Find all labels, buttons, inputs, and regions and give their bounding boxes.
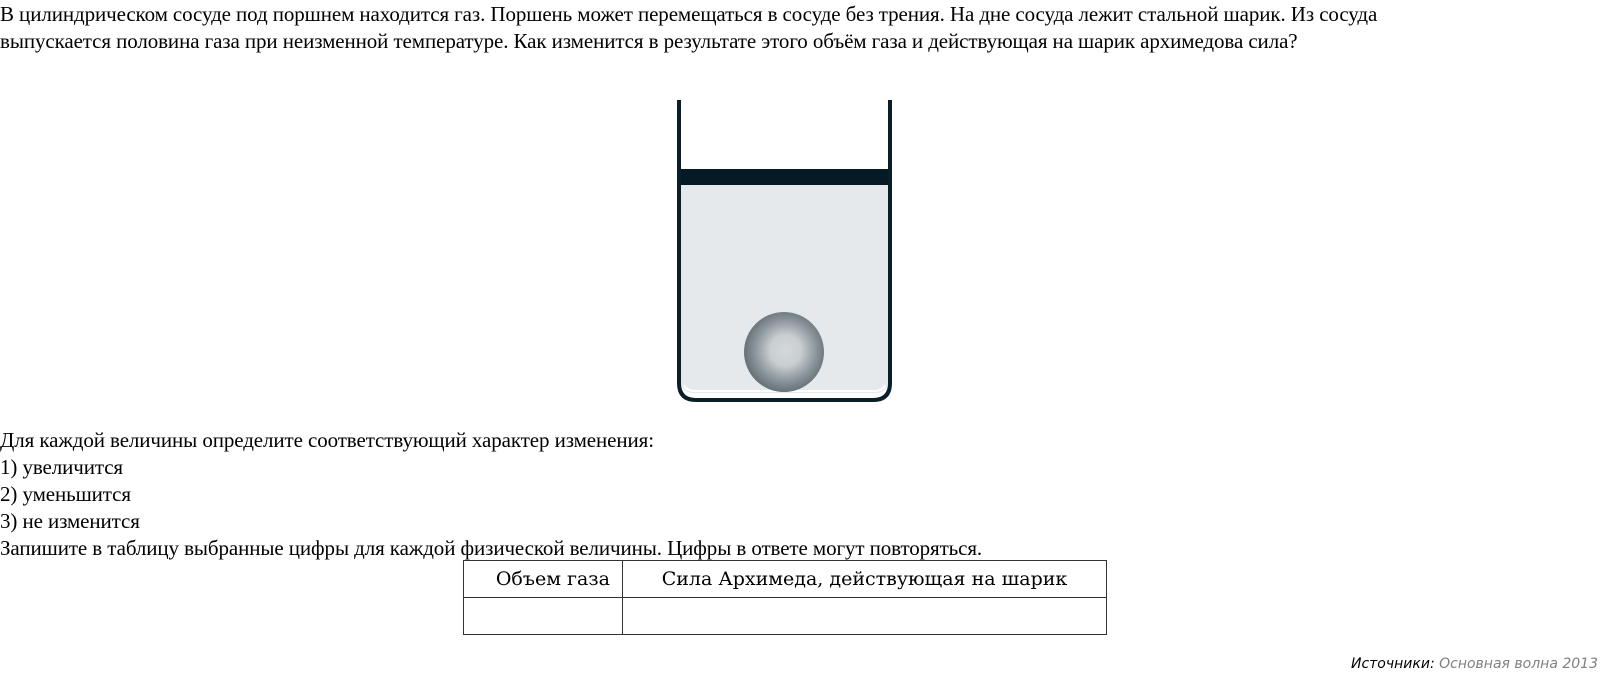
vessel-figure xyxy=(660,95,910,410)
header-gas-volume: Объем газа xyxy=(464,561,623,598)
question-text-line-1: В цилиндрическом сосуде под поршнем находится газ. Поршень может перемещаться в сосуде без трения. На дне сосуда лежит стальной шарик. Из сосуда xyxy=(0,2,1378,26)
answer-table-row xyxy=(464,598,1107,635)
answer-cell-gas-volume[interactable] xyxy=(464,598,623,635)
option-increase: 1) увеличится xyxy=(0,455,123,479)
steel-ball xyxy=(744,312,824,392)
answer-table-header-row xyxy=(464,561,1107,598)
question-text-line-2: выпускается половина газа при неизменной температуре. Как изменится в результате этого объём газа и действующая на шарик архимедова сила? xyxy=(0,29,1298,53)
source-label: Источники: xyxy=(1350,656,1435,672)
source-value[interactable]: Основная волна 2013 xyxy=(1439,656,1598,672)
option-no-change: 3) не изменится xyxy=(0,509,140,533)
answer-table xyxy=(463,560,1107,635)
source-attribution xyxy=(1351,656,1598,672)
piston xyxy=(681,169,888,185)
header-archimedes-force: Сила Архимеда, действующая на шарик xyxy=(623,561,1107,598)
option-decrease: 2) уменьшится xyxy=(0,482,131,506)
write-instruction: Запишите в таблицу выбранные цифры для каждой физической величины. Цифры в ответе могут повторяться. xyxy=(0,536,983,560)
answer-cell-archimedes-force[interactable] xyxy=(623,598,1107,635)
instruction-prompt: Для каждой величины определите соответствующий характер изменения: xyxy=(0,428,654,452)
